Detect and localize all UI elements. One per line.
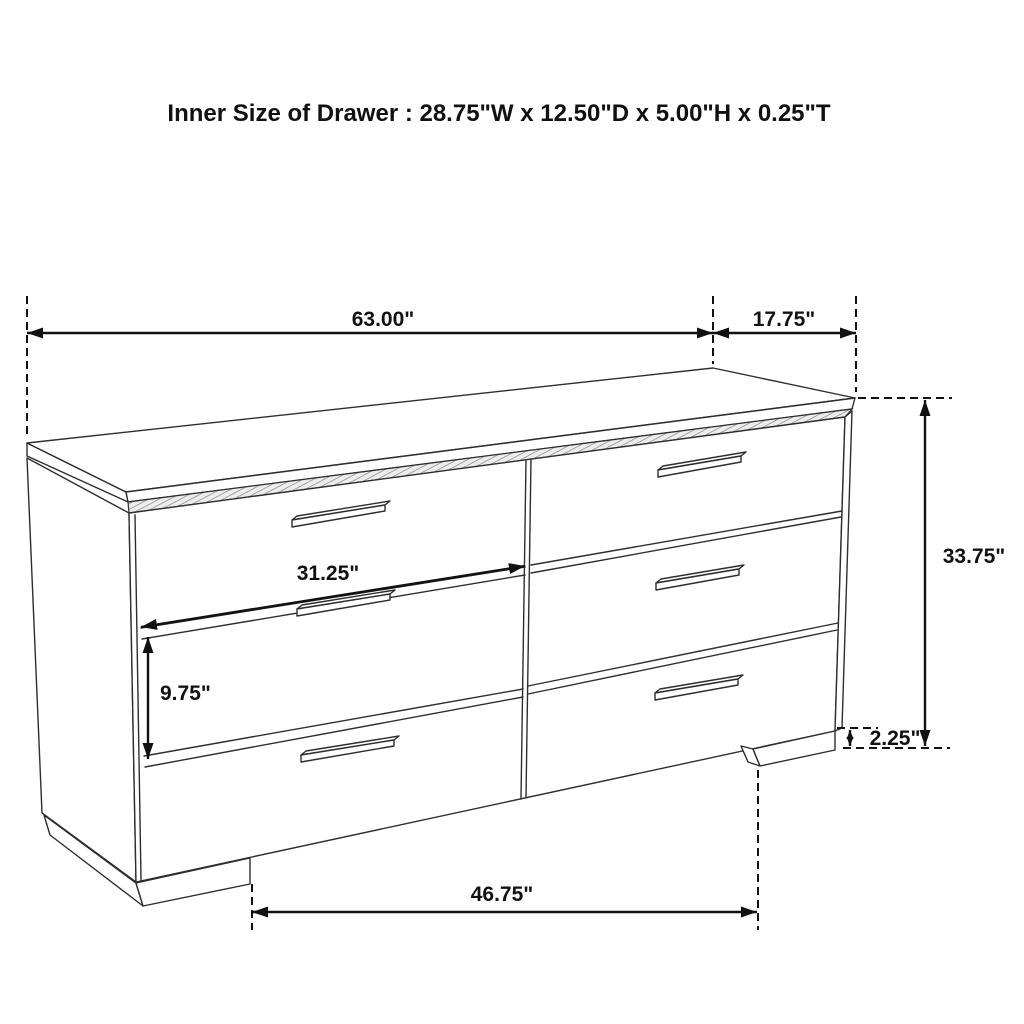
dimension-label-drawer-width: 31.25" xyxy=(296,562,360,585)
dimension-label-base-width: 46.75" xyxy=(470,883,534,906)
dimension-overall-height xyxy=(843,398,1005,748)
dimension-label-leg-height: 2.25" xyxy=(869,727,921,750)
dimension-label-drawer-height: 9.75" xyxy=(160,682,211,705)
left-side-panel xyxy=(27,458,136,882)
dimension-label-top-depth: 17.75" xyxy=(752,308,816,331)
dimension-label-overall-height: 33.75" xyxy=(942,545,1006,568)
dresser-drawing xyxy=(27,368,855,906)
dimension-leg-height xyxy=(837,727,920,750)
dimension-label-top-width: 63.00" xyxy=(351,308,415,331)
page-title: Inner Size of Drawer : 28.75"W x 12.50"D x 5.00"H x 0.25"T xyxy=(167,100,831,127)
